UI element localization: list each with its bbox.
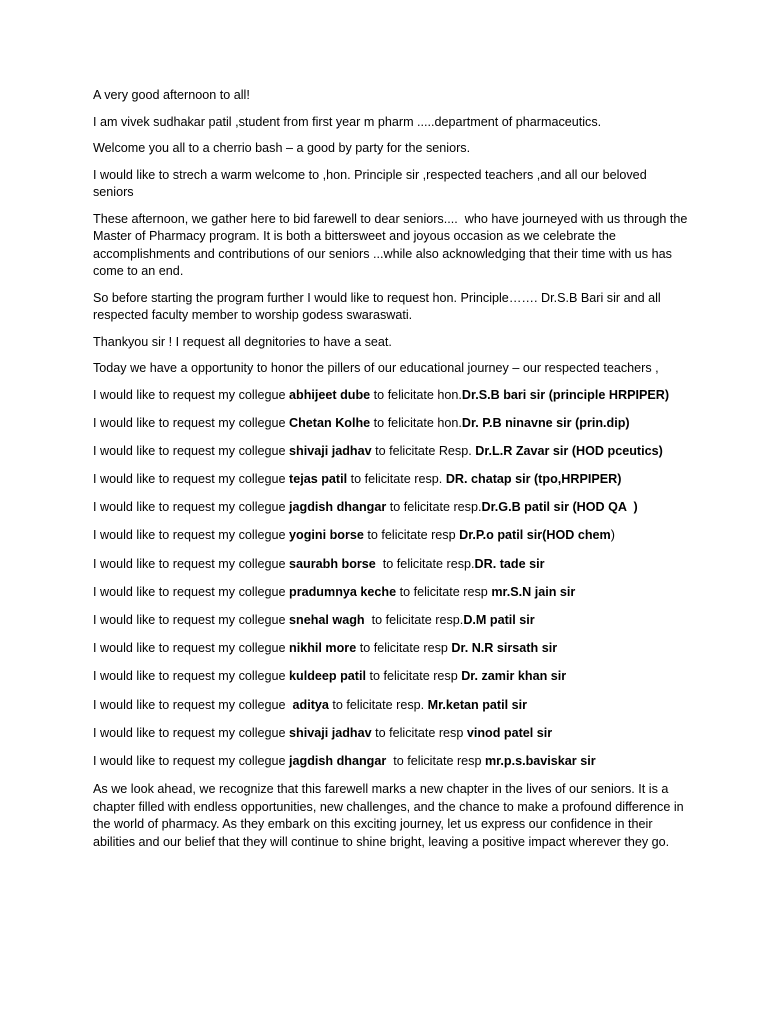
student-name: jagdish dhangar bbox=[289, 500, 387, 515]
faculty-name: Dr. zamir khan sir bbox=[461, 669, 567, 684]
faculty-name: Dr. P.B ninavne sir (prin.dip) bbox=[461, 415, 630, 430]
faculty-name: D.M patil sir bbox=[463, 613, 535, 627]
student-name: tejas patil bbox=[289, 472, 348, 487]
faculty-name: Dr.S.B bari sir (principle HRPIPER) bbox=[461, 387, 670, 402]
felicitation-line: I would like to request my collegue jagdish dhangar to felicitate resp mr.p.s.baviskar sir bbox=[93, 753, 596, 768]
warm-welcome-paragraph: I would like to strech a warm welcome to ,hon. Principle sir ,respected teachers ,and all our beloved seniors bbox=[93, 167, 651, 199]
welcome-paragraph: Welcome you all to a cherrio bash – a good by party for the seniors. bbox=[93, 141, 471, 155]
felicitation-line: I would like to request my collegue aditya to felicitate resp. Mr.ketan patil sir bbox=[93, 697, 528, 712]
felicitation-line: I would like to request my collegue pradumnya keche to felicitate resp mr.S.N jain sir bbox=[93, 584, 576, 599]
felicitation-line: I would like to request my collegue nikhil more to felicitate resp Dr. N.R sirsath sir bbox=[93, 641, 558, 656]
felicitation-line: I would like to request my collegue jagdish dhangar to felicitate resp.Dr.G.B patil sir (HOD QA ) bbox=[93, 500, 638, 515]
felicitation-line: I would like to request my collegue yogini borse to felicitate resp Dr.P.o patil sir(HOD chem) bbox=[93, 528, 615, 543]
faculty-name: Dr.G.B patil sir (HOD QA ) bbox=[481, 500, 638, 515]
student-name: pradumnya keche bbox=[289, 584, 397, 599]
faculty-name: Dr. N.R sirsath sir bbox=[451, 641, 558, 656]
felicitation-line: I would like to request my collegue shivaji jadhav to felicitate Resp. Dr.L.R Zavar sir (HOD pceutics) bbox=[93, 443, 663, 458]
student-name: abhijeet dube bbox=[289, 387, 371, 402]
felicitation-line: I would like to request my collegue shivaji jadhav to felicitate resp vinod patel sir bbox=[93, 725, 553, 740]
faculty-name: DR. chatap sir (tpo,HRPIPER) bbox=[445, 472, 622, 487]
felicitation-line: I would like to request my collegue abhijeet dube to felicitate hon.Dr.S.B bari sir (principle HRPIPER) bbox=[93, 387, 670, 402]
student-name: nikhil more bbox=[289, 641, 357, 656]
student-name: Chetan Kolhe bbox=[289, 415, 371, 430]
student-name: yogini borse bbox=[289, 528, 364, 543]
student-name: saurabh borse bbox=[289, 556, 376, 571]
faculty-name: Dr.P.o patil sir(HOD chem bbox=[459, 528, 611, 543]
worship-request-paragraph: So before starting the program further I would like to request hon. Principle……. Dr.S.B Bari sir and all respected faculty member to worship godess swaraswati. bbox=[93, 290, 665, 322]
faculty-name: DR. tade sir bbox=[474, 556, 545, 571]
faculty-name: Mr.ketan patil sir bbox=[427, 697, 528, 712]
faculty-name: vinod patel sir bbox=[466, 725, 553, 740]
faculty-name: mr.S.N jain sir bbox=[491, 584, 576, 599]
felicitation-line: I would like to request my collegue kuldeep patil to felicitate resp Dr. zamir khan sir bbox=[93, 669, 567, 684]
honor-paragraph: Today we have a opportunity to honor the pillers of our educational journey – our respected teachers , bbox=[93, 361, 659, 375]
student-name: kuldeep patil bbox=[289, 669, 366, 684]
student-name: aditya bbox=[292, 697, 329, 712]
greeting: A very good afternoon to all! bbox=[93, 88, 250, 102]
student-name: shivaji jadhav bbox=[289, 725, 372, 740]
felicitation-line: I would like to request my collegue snehal wagh to felicitate resp.D.M patil sir bbox=[93, 613, 535, 627]
gather-paragraph: These afternoon, we gather here to bid farewell to dear seniors.... who have journeyed with us through the Master of Pharmacy program. It is both a bittersweet and joyous occasion as we celebrate the accomplishments and contributions of our seniors ...while also acknowledging that their time with us has come to an end. bbox=[93, 211, 691, 278]
faculty-name: mr.p.s.baviskar sir bbox=[484, 753, 596, 768]
felicitation-line: I would like to request my collegue saurabh borse to felicitate resp.DR. tade sir bbox=[93, 556, 545, 571]
felicitation-line: I would like to request my collegue Chetan Kolhe to felicitate hon.Dr. P.B ninavne sir (prin.dip) bbox=[93, 415, 630, 430]
felicitation-line: I would like to request my collegue tejas patil to felicitate resp. DR. chatap sir (tpo,HRPIPER) bbox=[93, 472, 622, 487]
thanks-paragraph: Thankyou sir ! I request all degnitories to have a seat. bbox=[93, 334, 392, 349]
faculty-name: Dr.L.R Zavar sir (HOD pceutics) bbox=[475, 443, 663, 458]
student-name: shivaji jadhav bbox=[289, 443, 372, 458]
intro-paragraph: I am vivek sudhakar patil ,student from first year m pharm .....department of pharmaceutics. bbox=[93, 114, 602, 129]
student-name: snehal wagh bbox=[289, 613, 365, 627]
closing-paragraph: As we look ahead, we recognize that this farewell marks a new chapter in the lives of our seniors. It is a chapter filled with endless opportunities, new challenges, and the chance to make a profound difference in the world of pharmacy. As they embark on this exciting journey, let us express our confidence in their abilities and our belief that they will continue to shine bright, leaving a positive impact wherever they go. bbox=[93, 782, 688, 849]
student-name: jagdish dhangar bbox=[289, 753, 387, 768]
